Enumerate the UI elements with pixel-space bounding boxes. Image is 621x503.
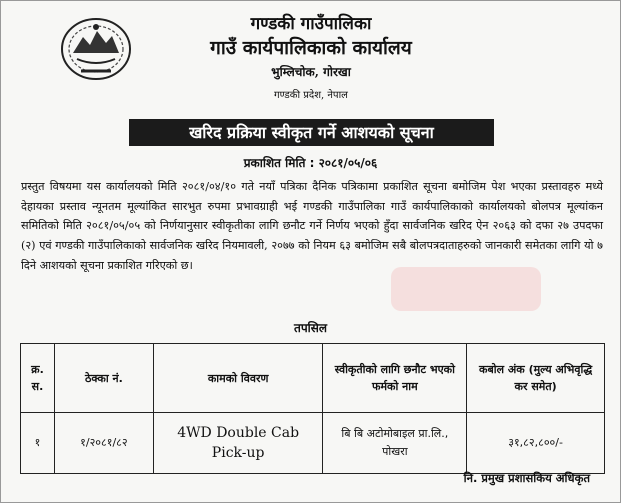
- cell-amount: ३१,८२,८००/-: [467, 413, 605, 474]
- published-date: [1, 154, 620, 171]
- table-header-row: [21, 344, 605, 413]
- cell-sn: १: [21, 413, 55, 474]
- col-header-sn: क्र. स.: [21, 344, 55, 413]
- cell-work: 4WD Double Cab Pick-up: [153, 413, 323, 474]
- published-label: प्रकाशित मिति :: [243, 156, 319, 170]
- office-location: भुम्लिचोक, गोरखा: [271, 65, 351, 79]
- col-header-amount: कबोल अंक (मुल्य अभिवृद्धि कर समेत): [467, 344, 605, 413]
- nepal-emblem-logo: [59, 15, 133, 81]
- table-row: [21, 413, 605, 474]
- signatory-title: नि. प्रमुख प्रशासकिय अधिकृत: [463, 471, 590, 485]
- details-heading: तपसिल: [293, 321, 327, 335]
- award-table: [20, 343, 605, 474]
- province-name: गण्डकी प्रदेश, नेपाल: [274, 90, 348, 101]
- col-header-work: कामको विवरण: [153, 344, 323, 413]
- notice-title: खरिद प्रक्रिया स्वीकृत गर्ने आशयको सूचना: [129, 119, 494, 146]
- col-header-contract-no: ठेक्का नं.: [54, 344, 153, 413]
- published-date-value: २०८१/०५/०६: [318, 156, 378, 170]
- cell-firm: बि बि अटोमोबाइल प्रा.लि., पोखरा: [323, 413, 467, 474]
- cell-contract-no: १/२०८१/८२: [54, 413, 153, 474]
- notice-body: प्रस्तुत विषयमा यस कार्यालयको मिति २०८१/०४/१० गते नयाँ पत्रिका दैनिक पत्रिकामा प्रकाशित सूचना बमोजिम पेश भएका प्रस्तावहरु मध्ये देहायका प्रस्ताव न्यूनतम मूल्यांकित सारभुत रुपमा प्रभावग्राही भई गण्डकी गाउँपालिका गाउँ कार्यपालिकाको कार्यालयको बोलपत्र मूल्यांकन समितिको मिति २०८१/०५/०५ को निर्णयानुसार स्वीकृतीका लागि छनौट गर्ने निर्णय भएको हुँदा सार्वजनिक खरिद ऐन २०६३ को दफा २७ उपदफा (२) एवं गण्डकी गाउँपालिकाको सार्वजनिक खरिद नियमावली, २०७७ को नियम ६३ बमोजिम सबै बोलपत्रदाताहरुको जानकारी समेतका लागि यो ७ दिने आशयको सूचना प्रकाशित गरिएको छ।: [21, 180, 603, 272]
- office-name: गाउँ कार्यपालिकाको कार्यालय: [210, 37, 412, 59]
- col-header-firm: स्वीकृतीको लागि छनौट भएको फर्मको नाम: [323, 344, 467, 413]
- municipality-name: गण्डकी गाउँपालिका: [250, 14, 372, 34]
